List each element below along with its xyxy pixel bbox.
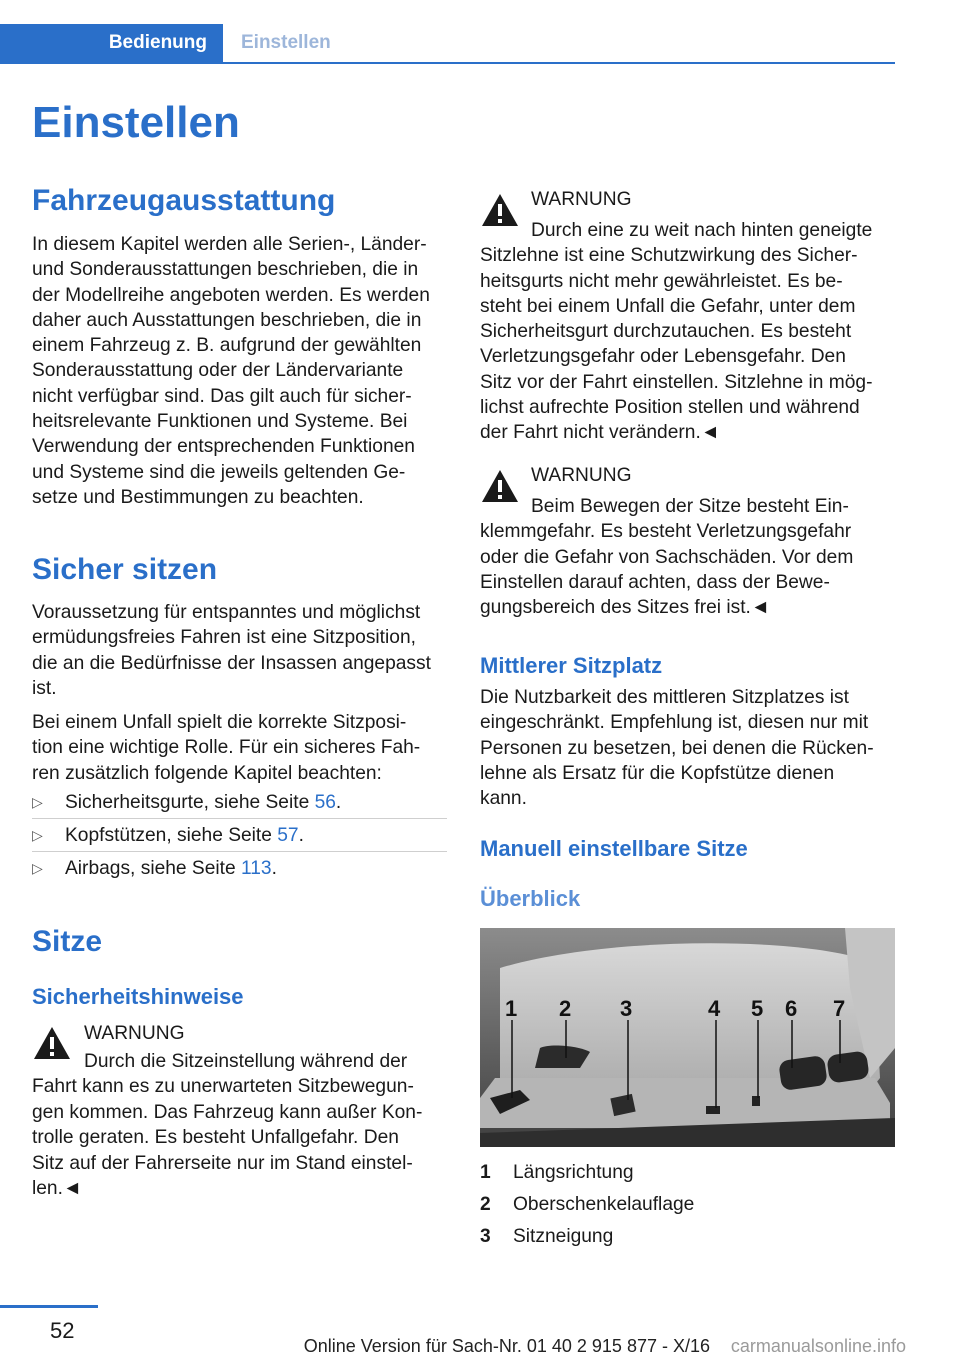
- triangle-bullet-icon: ▷: [32, 794, 43, 810]
- text-line: gen kommen. Das Fahrzeug kann außer Kon-: [32, 1101, 423, 1123]
- text-line: einem Fahrzeug z. B. aufgrund der gewählten: [32, 335, 422, 357]
- text-line: klemmgefahr. Es besteht Verletzungsgefahr: [480, 521, 852, 543]
- bullet-end: .: [271, 858, 277, 879]
- text-line: Fahrt kann es zu unerwarteten Sitzbewegun-: [32, 1076, 414, 1098]
- text-line: Sicherheitsgurt durchzutauchen. Es besteht: [480, 321, 852, 343]
- page-number: 52: [50, 1318, 75, 1343]
- warning-text-3: [480, 494, 895, 620]
- text-line: Sitz auf der Fahrerseite nur im Stand einstel-: [32, 1152, 413, 1174]
- text-line: Durch eine zu weit nach hinten geneigte: [531, 220, 873, 241]
- text-line: Durch die Sitzeinstellung während der: [84, 1051, 408, 1072]
- paragraph-mittlerer-sitzplatz: [480, 685, 895, 811]
- bullet-end: .: [335, 792, 342, 813]
- text-line: tion eine wichtige Rolle. Für ein sicheres Fah-: [32, 737, 421, 759]
- text-line: Einstellen darauf achten, dass der Bewe-: [480, 571, 830, 593]
- heading-sicher-sitzen: Sicher sitzen: [32, 553, 218, 586]
- text-line: len.◄: [32, 1178, 82, 1200]
- tab-bedienung[interactable]: [0, 24, 223, 62]
- text-line: Verletzungsgefahr oder Lebensgefahr. Den: [480, 346, 846, 368]
- legend-number: 3: [480, 1226, 491, 1247]
- text-line: ren zusätzlich folgende Kapitel beachten:: [32, 762, 382, 784]
- text-line: oder die Gefahr von Sachschäden. Vor dem: [480, 546, 854, 568]
- text-line: lehne als Ersatz für die Kopfstütze dienen: [480, 762, 835, 784]
- legend-label: Sitzneigung: [513, 1226, 614, 1247]
- paragraph-sicher-sitzen-1: [32, 600, 447, 701]
- text-line: trolle geraten. Es besteht Unfallgefahr. Den: [32, 1127, 399, 1149]
- bullet-end: .: [298, 825, 304, 846]
- legend-number: 1: [480, 1162, 491, 1183]
- text-line: und Sonderausstattungen beschrieben, die in: [32, 259, 419, 281]
- page-link-57[interactable]: 57: [277, 825, 299, 846]
- page-title: Einstellen: [32, 98, 240, 147]
- text-line: Die Nutzbarkeit des mittleren Sitzplatzes ist: [480, 687, 849, 708]
- photo-label-1: 1: [505, 996, 518, 1021]
- text-line: eingeschränkt. Empfehlung ist, diesen nur mit: [480, 712, 869, 734]
- text-line: nicht verfügbar sind. Das gilt auch für sicher-: [32, 385, 412, 407]
- list-divider: [32, 851, 447, 852]
- heading-sicherheitshinweise: Sicherheitshinweise: [32, 984, 244, 1009]
- heading-fahrzeugausstattung: Fahrzeugausstattung: [32, 184, 336, 217]
- text-line: die an die Bedürfnisse der Insassen angepasst: [32, 652, 431, 674]
- seat-controls-photo: [480, 928, 895, 1147]
- triangle-bullet-icon: ▷: [32, 827, 43, 843]
- text-line: Personen zu besetzen, bei denen die Rücken-: [480, 737, 874, 759]
- heading-mittlerer-sitzplatz: Mittlerer Sitzplatz: [480, 653, 663, 678]
- heading-manuell-einstellbare-sitze: Manuell einstellbare Sitze: [480, 836, 748, 861]
- text-line: Sonderausstattung oder der Ländervariante: [32, 360, 404, 382]
- legend-label: Oberschenkelauflage: [513, 1194, 695, 1215]
- chapter-tabs: [0, 24, 895, 64]
- photo-label-3: 3: [620, 996, 633, 1021]
- list-divider: [32, 818, 447, 819]
- warning-text-2: [480, 218, 895, 446]
- text-line: heitsrelevante Funktionen und Systeme. Bei: [32, 411, 408, 433]
- text-line: kann.: [480, 788, 527, 810]
- text-line: steht bei einem Unfall die Gefahr, unter dem: [480, 295, 856, 317]
- bullet-text: Sicherheitsgurte, siehe Seite: [65, 792, 315, 813]
- legend-number: 2: [480, 1194, 491, 1215]
- text-line: gungsbereich des Sitzes frei ist.◄: [480, 597, 770, 619]
- paragraph-fahrzeugausstattung: [32, 232, 447, 510]
- text-line: Voraussetzung für entspanntes und möglichst: [32, 602, 421, 623]
- watermark: carmanualsonline.info: [730, 1336, 906, 1356]
- text-line: und Systeme sind die jeweils geltenden Ge-: [32, 461, 406, 483]
- photo-label-5: 5: [751, 996, 764, 1021]
- tab-einstellen[interactable]: Einstellen: [241, 32, 331, 53]
- text-line: In diesem Kapitel werden alle Serien-, Länder-: [32, 234, 427, 255]
- tab-bedienung-label: Bedienung: [108, 32, 207, 53]
- warning-label: WARNUNG: [531, 465, 632, 486]
- online-version-note: Online Version für Sach-Nr. 01 40 2 915 877 - X/16: [303, 1336, 710, 1356]
- text-line: lichst aufrechte Position stellen und während: [480, 397, 860, 419]
- photo-label-2: 2: [559, 996, 572, 1021]
- photo-label-6: 6: [785, 996, 798, 1021]
- text-line: setze und Bestimmungen zu beachten.: [32, 486, 364, 508]
- text-line: Bei einem Unfall spielt die korrekte Sitzposi-: [32, 712, 407, 733]
- heading-ueberblick: Überblick: [480, 886, 581, 911]
- footer-rule: [0, 1305, 98, 1308]
- legend-label: Längsrichtung: [513, 1162, 634, 1183]
- text-line: Sitz vor der Fahrt einstellen. Sitzlehne in mög-: [480, 371, 873, 393]
- warning-label: WARNUNG: [84, 1023, 185, 1044]
- page-link-56[interactable]: 56: [314, 792, 336, 813]
- bullet-text: Airbags, siehe Seite: [65, 858, 241, 879]
- warning-text-1: [32, 1049, 447, 1201]
- triangle-bullet-icon: ▷: [32, 860, 43, 876]
- text-line: ist.: [32, 677, 57, 699]
- page-link-113[interactable]: 113: [241, 858, 272, 879]
- warning-label: WARNUNG: [531, 189, 632, 210]
- text-line: ermüdungsfreies Fahren ist eine Sitzposition,: [32, 627, 416, 649]
- text-line: daher auch Ausstattungen beschrieben, die in: [32, 309, 422, 331]
- paragraph-sicher-sitzen-2: [32, 710, 447, 786]
- text-line: der Fahrt nicht verändern.◄: [480, 422, 720, 444]
- text-line: heitsgurts nicht mehr gewährleistet. Es be-: [480, 270, 843, 292]
- photo-label-4: 4: [708, 996, 721, 1021]
- bullet-text: Kopfstützen, siehe Seite: [65, 825, 278, 846]
- photo-label-7: 7: [833, 996, 846, 1021]
- text-line: Sitzlehne ist eine Schutzwirkung des Sicher-: [480, 245, 858, 267]
- text-line: Beim Bewegen der Sitze besteht Ein-: [531, 496, 849, 517]
- text-line: Verwendung der entsprechenden Funktionen: [32, 436, 415, 458]
- heading-sitze: Sitze: [32, 925, 103, 958]
- text-line: der Modellreihe angeboten werden. Es werden: [32, 284, 430, 306]
